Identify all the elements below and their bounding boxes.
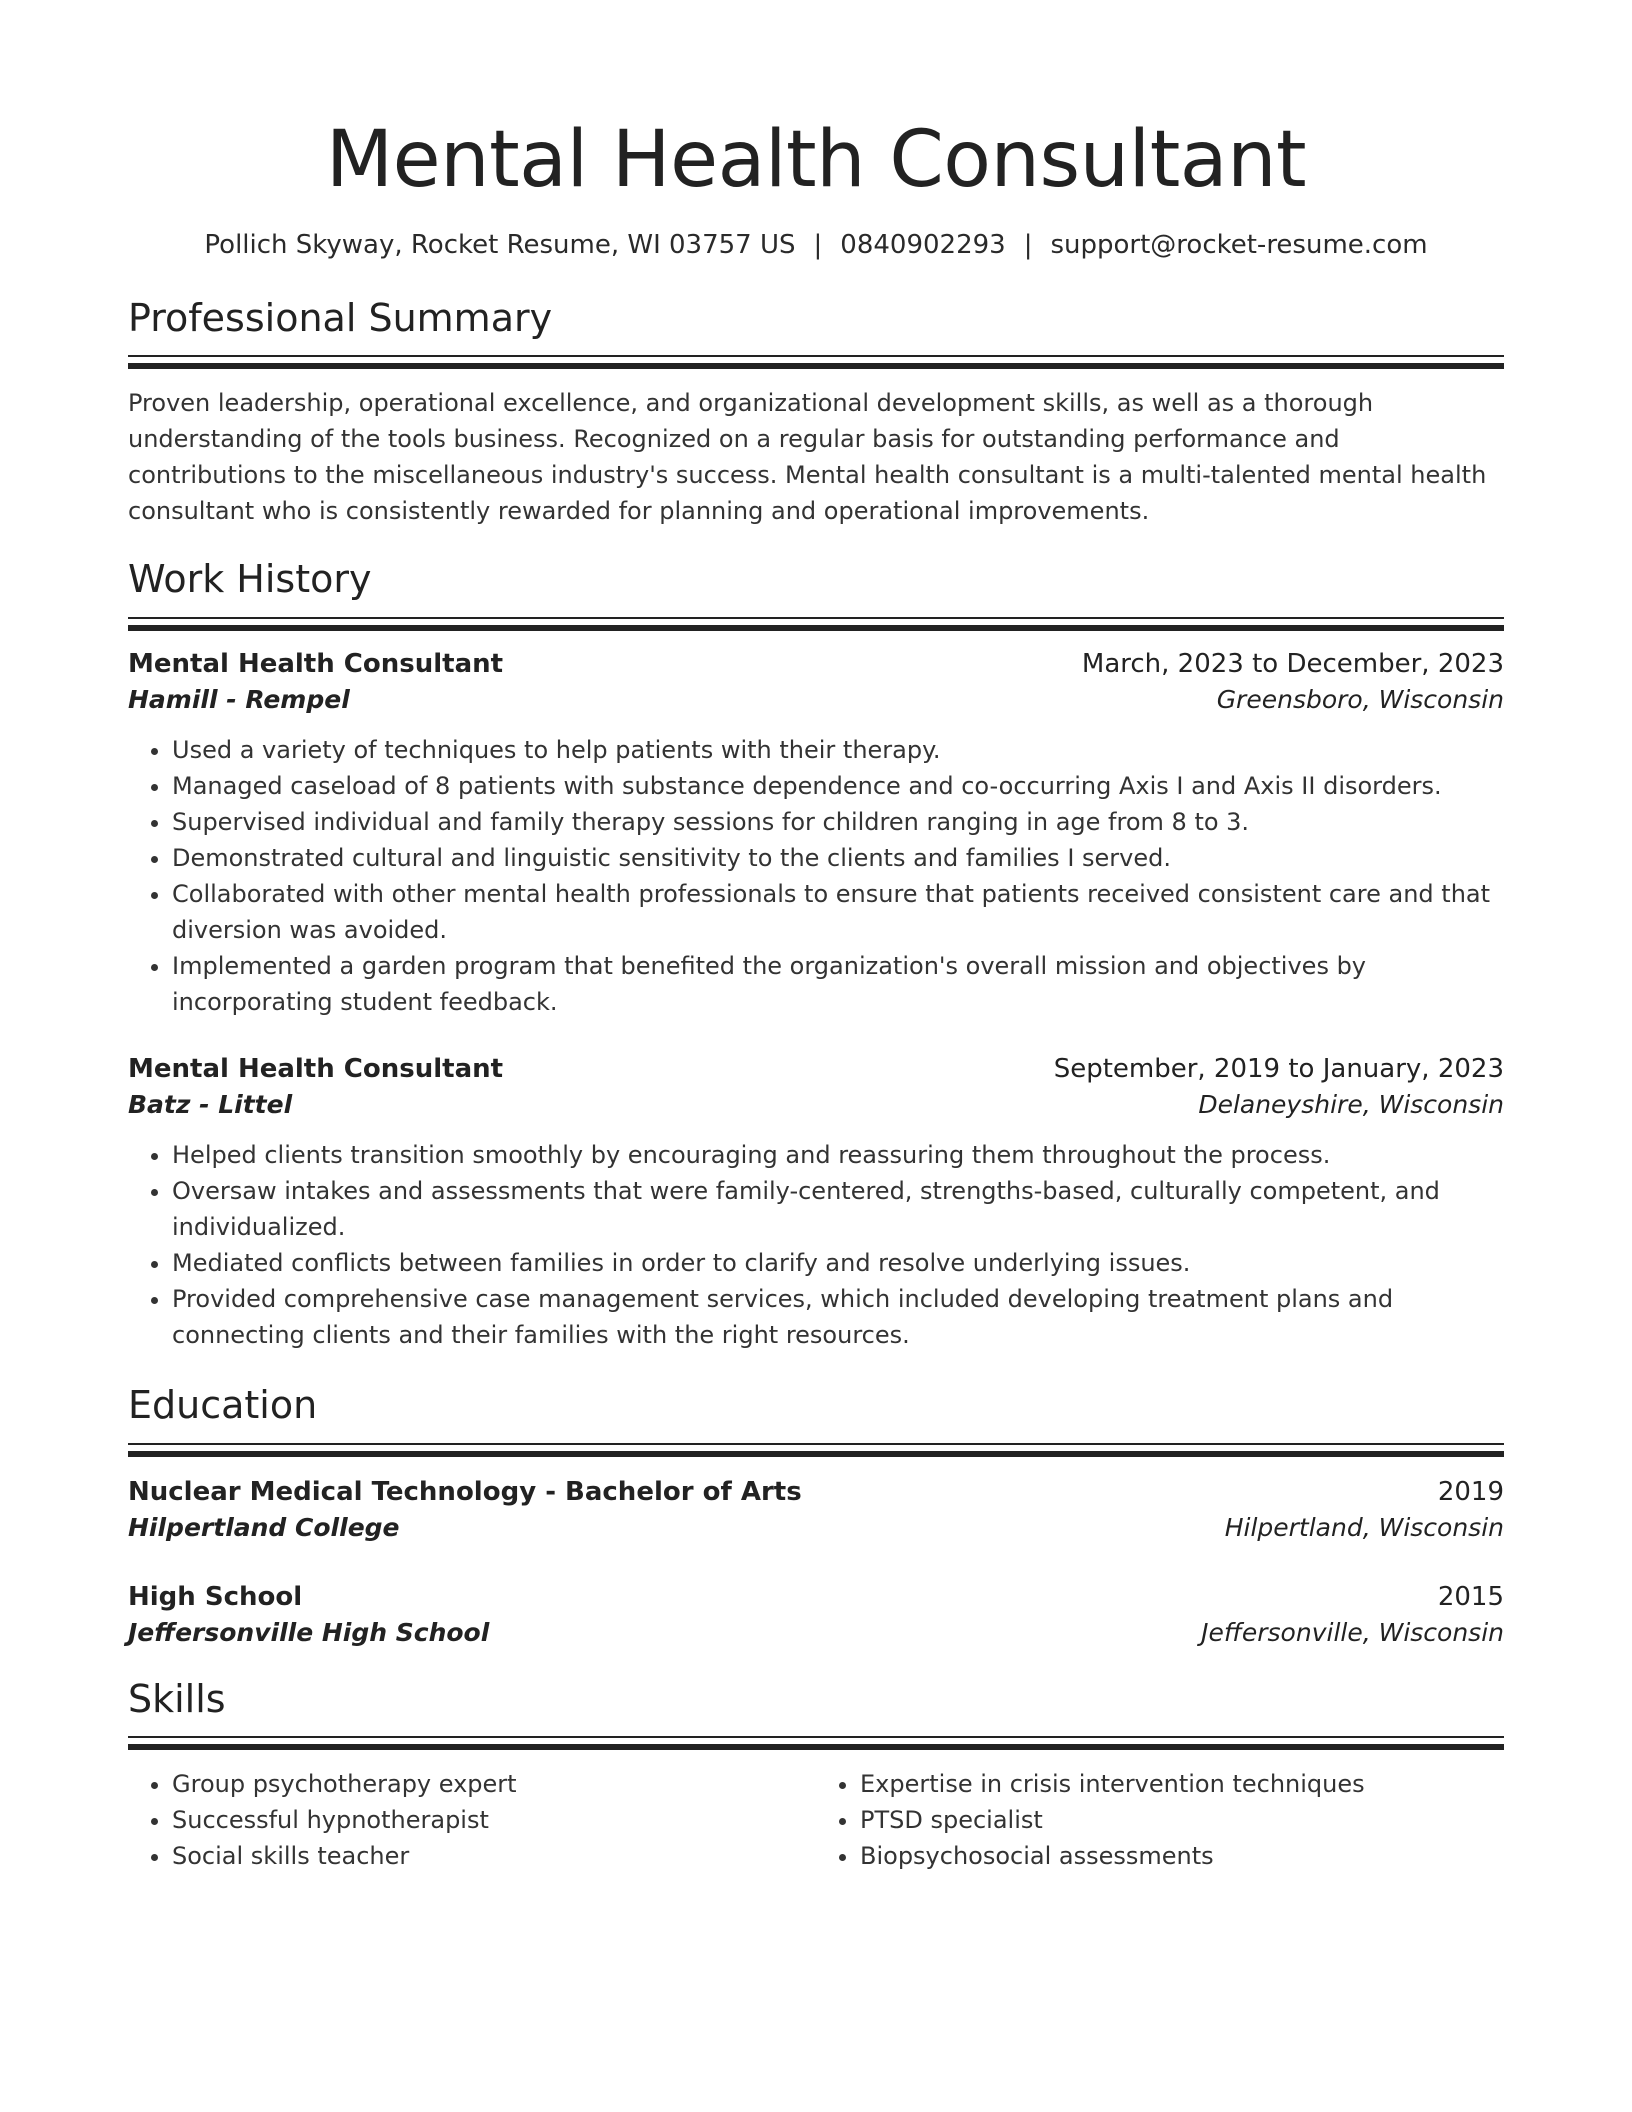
job-bullet: • Mediated conflicts between families in order to clarify and resolve underlying issues. — [172, 1245, 1504, 1281]
contact-email: support@rocket-resume.com — [1050, 229, 1428, 260]
education-header-row — [128, 1582, 1504, 1612]
skills-column-left — [128, 1766, 816, 1874]
section-divider-thick — [128, 1451, 1504, 1457]
contact-address: Pollich Skyway, Rocket Resume, WI 03757 US — [204, 229, 796, 260]
education-section — [128, 1383, 1504, 1647]
job-bullets — [128, 732, 1504, 1020]
education-entry — [128, 1582, 1504, 1647]
section-divider — [128, 1736, 1504, 1738]
job-bullet: • Supervised individual and family therapy sessions for children ranging in age from 8 to 3. — [172, 804, 1504, 840]
contact-separator: | — [1023, 229, 1033, 260]
summary-section — [128, 296, 1504, 530]
job-company: Hamill - Rempel — [128, 684, 350, 714]
job-org-row — [128, 679, 1504, 714]
section-divider — [128, 617, 1504, 619]
education-year: 2015 — [1437, 1581, 1504, 1612]
job-company: Batz - Littel — [128, 1089, 293, 1119]
education-school: Jeffersonville High School — [128, 1617, 490, 1647]
skill-item: • PTSD specialist — [860, 1802, 1504, 1838]
job-entry — [128, 649, 1504, 1020]
skill-item: • Biopsychosocial assessments — [860, 1838, 1504, 1874]
work-title: Work History — [128, 557, 372, 602]
work-section — [128, 557, 1504, 1353]
skills-title: Skills — [128, 1676, 226, 1721]
job-role: Mental Health Consultant — [128, 1053, 504, 1084]
job-bullet: • Used a variety of techniques to help patients with their therapy. — [172, 732, 1504, 768]
job-bullet: • Collaborated with other mental health professionals to ensure that patients received consistent care and that diversion was avoided. — [172, 876, 1504, 948]
job-location: Delaneyshire, Wisconsin — [1198, 1089, 1504, 1119]
skill-item: • Social skills teacher — [172, 1838, 816, 1874]
section-divider-thick — [128, 1744, 1504, 1750]
skills-list — [816, 1766, 1504, 1874]
skills-section — [128, 1677, 1504, 1875]
education-degree: Nuclear Medical Technology - Bachelor of Arts — [128, 1476, 802, 1507]
education-title: Education — [128, 1382, 318, 1427]
education-school-row — [128, 1612, 1504, 1647]
job-role: Mental Health Consultant — [128, 648, 504, 679]
job-location: Greensboro, Wisconsin — [1216, 684, 1504, 714]
job-header-row — [128, 1054, 1504, 1084]
job-bullets — [128, 1137, 1504, 1353]
education-entry — [128, 1477, 1504, 1542]
job-bullet: • Oversaw intakes and assessments that were family-centered, strengths-based, culturally competent, and individualized. — [172, 1173, 1504, 1245]
section-divider-thick — [128, 363, 1504, 369]
job-bullet: • Provided comprehensive case management services, which included developing treatment plans and connecting clients and their families with the right resources. — [172, 1281, 1504, 1353]
job-bullet: • Implemented a garden program that benefited the organization's overall mission and objectives by incorporating student feedback. — [172, 948, 1504, 1020]
education-school: Hilpertland College — [128, 1512, 400, 1542]
education-degree: High School — [128, 1581, 303, 1612]
contact-phone: 0840902293 — [840, 229, 1006, 260]
skills-column-right — [816, 1766, 1504, 1874]
job-entry — [128, 1054, 1504, 1353]
skills-list — [128, 1766, 816, 1874]
education-location: Jeffersonville, Wisconsin — [1201, 1617, 1504, 1647]
job-header-row — [128, 649, 1504, 679]
summary-text: Proven leadership, operational excellence, and organizational development skills, as well as a thorough understanding of the tools business. Recognized on a regular basis for outstanding performance and contributions to the miscellaneous industry's success. Mental health consultant is a multi-talented mental health consultant who is consistently rewarded for planning and operational improvements. — [128, 389, 1487, 526]
skills-grid — [128, 1766, 1504, 1874]
skill-item: • Group psychotherapy expert — [172, 1766, 816, 1802]
section-divider — [128, 355, 1504, 357]
job-bullet: • Helped clients transition smoothly by encouraging and reassuring them throughout the process. — [172, 1137, 1504, 1173]
education-year: 2019 — [1437, 1476, 1504, 1507]
job-bullet: • Managed caseload of 8 patients with substance dependence and co-occurring Axis I and Axis II disorders. — [172, 768, 1504, 804]
resume-name: Mental Health Consultant — [325, 115, 1307, 205]
skill-item: • Successful hypnotherapist — [172, 1802, 816, 1838]
education-school-row — [128, 1507, 1504, 1542]
section-divider-thick — [128, 625, 1504, 631]
job-dates: March, 2023 to December, 2023 — [1081, 648, 1504, 679]
contact-separator: | — [813, 229, 823, 260]
job-dates: September, 2019 to January, 2023 — [1053, 1053, 1504, 1084]
skill-item: • Expertise in crisis intervention techniques — [860, 1766, 1504, 1802]
education-location: Hilpertland, Wisconsin — [1224, 1512, 1504, 1542]
section-divider — [128, 1443, 1504, 1445]
education-header-row — [128, 1477, 1504, 1507]
job-bullet: • Demonstrated cultural and linguistic sensitivity to the clients and families I served. — [172, 840, 1504, 876]
summary-title: Professional Summary — [128, 295, 553, 340]
contact-line — [128, 230, 1504, 260]
job-org-row — [128, 1084, 1504, 1119]
